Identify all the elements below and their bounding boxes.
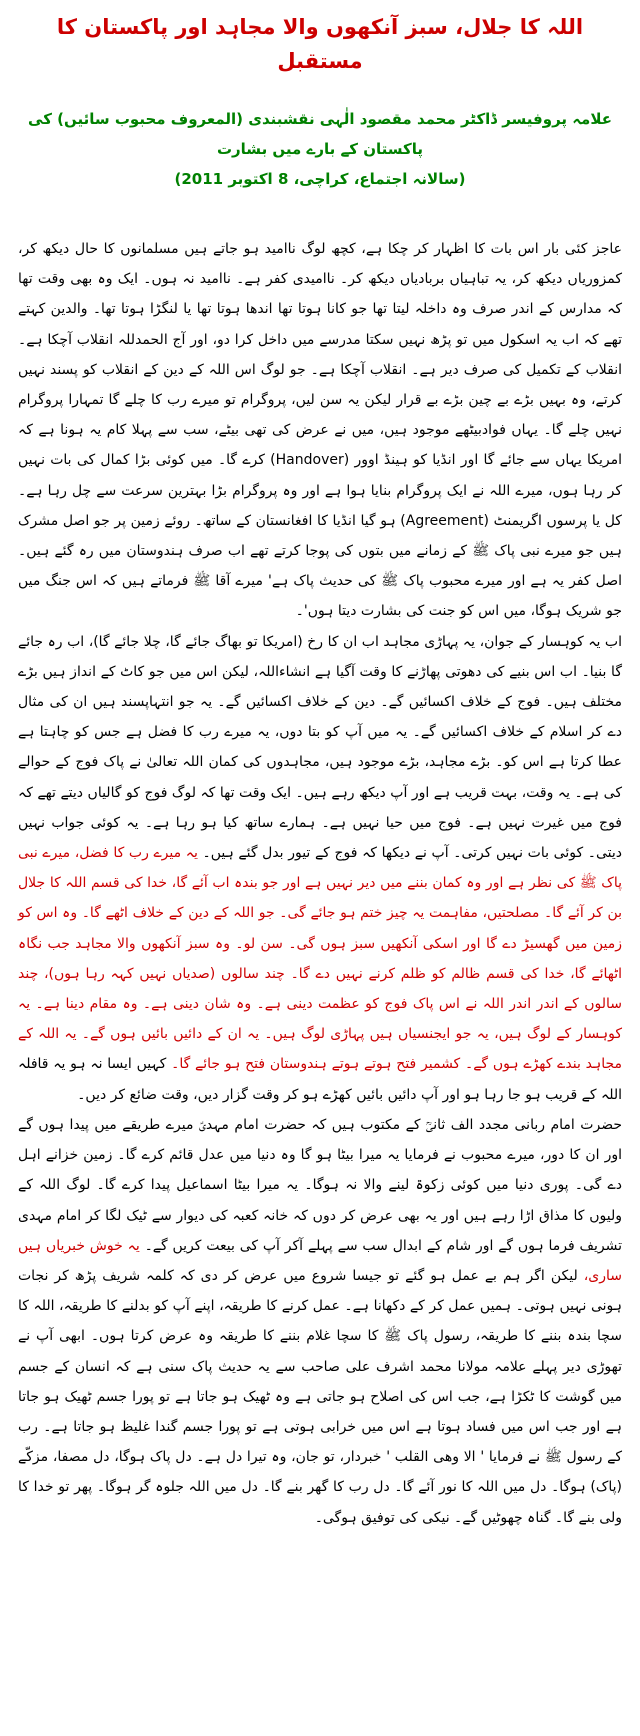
paragraph-3-highlight: یہ خوش خبریاں ہیں ساری، (18, 1237, 623, 1284)
paragraph-2 (18, 627, 622, 1110)
paragraph-3-text: حضرت امام ربانی مجدد الف ثانیؒ کے مکتوب ہیں کہ حضرت امام مہدیؑ میرے طریقے میں پیدا ہوں گے اور ان کا دور، میرے محبوب نے فرمایا یہ میرا بیٹا ہو گا وہ دنیا میں عدل قائم کرے گا۔ زمین خزانے اہل دے گی۔ پوری دنیا میں کوئی زکوۃ لینے والا نہ ہوگا۔ یہ میرا بیٹا اسماعیل پیدا کرے گا۔ لوگ اللہ کے ولیوں کا مذاق اڑا رہے ہیں اور یہ بھی عرض کر دوں کہ خانہ کعبہ کی دیوار سے ٹیک لگا کر امام مہدی تشریف فرما ہوں گے اور شام کے ابدال سب سے پہلے آکر آپ کی بیعت کریں گے۔ (18, 1116, 623, 1254)
paragraph-3-closing: لیکن اگر ہم بے عمل ہو گئے تو جیسا شروع میں عرض کر دی کہ کلمہ شریف پڑھ کر نجات ہونی نہیں ہوتی۔ ہمیں عمل کر کے دکھانا ہے۔ عمل کرنے کا طریقہ، اپنے آپ کو بدلنے کا طریقہ، اللہ کا سچا بندہ بننے کا طریقہ، رسول پاک ﷺ کا سچا غلام بننے کا طریقہ وہ عرض کرتا ہوں۔ ابھی آپ نے تھوڑی دیر پہلے علامہ مولانا محمد اشرف علی صاحب سے یہ حدیث پاک سنی ہے کہ انسان کے جسم میں گوشت کا ٹکڑا ہے، جب اس کی اصلاح ہو جاتی ہے وہ ٹھیک ہو جاتا ہے تو پورا جسم ٹھیک ہو جاتا ہے اور جب اس میں فساد ہوتا ہے اس میں خرابی ہوتی ہے تو پورا جسم گندا غلیظ ہو جاتا ہے۔ رب کے رسول ﷺ نے فرمایا ' الا وھی القلب ' خبردار، تو جان، وہ تیرا دل ہے۔ دل پاک ہوگا، دل مصفا، مزکّے (پاک) ہوگا۔ دل میں اللہ کا نور آئے گا۔ دل رب کا گھر بنے گا۔ دل میں اللہ جلوہ گر ہوگا۔ پھر تو خدا کا ولی بنے گا۔ گناہ چھوٹیں گے۔ نیکی کی توفیق ہوگی۔ (18, 1267, 622, 1526)
article-subtitle: علامہ پروفیسر ڈاکٹر محمد مقصود الٰہی نقشبندی (المعروف محبوب سائیں) کی پاکستان کے بارے میں بشارت (28, 110, 612, 158)
paragraph-1: عاجز کئی بار اس بات کا اظہار کر چکا ہے، کچھ لوگ ناامید ہو جاتے ہیں مسلمانوں کا حال دیکھ کر، کمزوریاں دیکھ کر، یہ تباہیاں بربادیاں دیکھ کر۔ ناامیدی کفر ہے۔ ناامید نہ ہوں۔ ایک وہ بھی وقت تھا کہ مدارس کے اندر صرف وہ داخلہ لیتا تھا جو کانا ہوتا تھا اندھا ہوتا تھا یا لنگڑا ہوتا تھا۔ والدین کہتے تھے کہ اب یہ اسکول میں تو پڑھ نہیں سکتا مدرسے میں داخل کرا دو، اور آج الحمدللہ انقلاب آچکا ہے۔ انقلاب کے تکمیل کی صرف دیر ہے۔ انقلاب آچکا ہے۔ جو لوگ اس اللہ کے دین کے انقلاب کو پسند نہیں کرتے، وہ بہیں بڑے بے چین بڑے بے قرار لیکن یہ سن لیں، پروگرام تو میرے رب کا چلے گا تمہارا پروگرام نہیں چلے گا۔ یہاں فوادبیٹھے موجود ہیں، میں نے عرض کی تھی بیٹے، سب سے پہلا کام یہ ہونا ہے کہ امریکا یہاں سے جائے گا اور انڈیا کو ہینڈ اوور (Handover) کرے گا۔ میں کوئی بڑا کمال کی بات نہیں کر رہا ہوں، میرے اللہ نے ایک پروگرام بنایا ہوا ہے اور وہ پروگرام بڑا بہترین سرعت سے چل رہا ہے۔ کل یا پرسوں اگریمنٹ (Agreement) ہو گیا انڈیا کا افغانستان کے ساتھ۔ روئے زمین پر جو اصل مشرک ہیں جو میرے نبی پاک ﷺ کے زمانے میں بتوں کی پوجا کرتے تھے اب صرف ہندوستان میں رہ گئے ہیں۔ اصل کفر یہ ہے اور میرے محبوب پاک ﷺ کی حدیث پاک ہے' میرے آقا ﷺ فرماتے ہیں کہ اس جنگ میں جو شریک ہوگا، میں اس کو جنت کی بشارت دیتا ہوں'۔ (18, 241, 622, 620)
article-event-date: (سالانہ اجتماع، کراچی، 8 اکتوبر 2011) (174, 170, 466, 188)
paragraph-2-text: اب یہ کوہسار کے جوان، یہ پہاڑی مجاہد اب ان کا رخ (امریکا تو بھاگ جائے گا، چلا جائے گا)، اب رہ جائے گا بنیا۔ اب اس بنیے کی دھوتی پھاڑنے کا وقت آگیا ہے انشاءاللہ، لیکن اس میں جو کاٹ کے انداز ہیں بڑے مختلف ہیں۔ فوج کے خلاف اکسائیں گے۔ دین کے خلاف اکسائیں گے۔ یہ جو انتہاپسند ہیں ان کی مثال دے کر اسلام کے خلاف اکسائیں گے۔ یہ میں آپ کو بتا دوں، یہ میرے رب کا فضل ہے جس کو چاہتا ہے عطا کرتا ہے اس کو۔ بڑے مجاہد، بڑے موجود ہیں، مجاہدوں کی کمان اللہ تعالیٰ نے پاک فوج کے حوالے کی ہے۔ یہ وقت، بہت قریب ہے اور آپ دیکھ رہے ہیں۔ ایک وقت تھا کہ لوگ فوج کو گالیاں دیتے تھے کہ فوج میں غیرت نہیں ہے۔ فوج میں حیا نہیں ہے۔ ہمارے ساتھ کیا ہو رہا ہے۔ یہ کوئی جواب نہیں دیتی۔ کوئی بات نہیں کرتی۔ آپ نے دیکھا کہ فوج کے تیور بدل گئے ہیں۔ (18, 633, 622, 862)
paragraph-3 (18, 1110, 622, 1533)
paragraph-2-highlight: یہ میرے رب کا فضل، میرے نبی پاک ﷺ کی نظر ہے اور وہ کمان بننے میں دیر نہیں ہے اور جو بندہ اب آئے گا، خدا کی قسم اللہ کا جلال بن کر آئے گا۔ مصلحتیں، مفاہمت یہ چیز ختم ہو جائے گی۔ جو اللہ کے دین کے خلاف اٹھے گا۔ وہ اس کو زمین میں گھسیڑ دے گا اور اسکی آنکھیں سبز ہوں گی۔ سن لو۔ وہ سبز آنکھوں والا مجاہد جب نگاہ اٹھائے گا، خدا کی قسم ظالم کو ظلم کرنے نہیں دے گا۔ چند سالوں (صدیاں نہیں کہہ رہا ہوں)، چند سالوں کے اندر اندر اللہ نے اس پاک فوج کو عظمت دینی ہے۔ وہ شان دینی ہے۔ وہ مقام دینا ہے۔ یہ کوہسار کے لوگ ہیں، یہ جو ایجنسیاں ہیں پہاڑی لوگ ہیں۔ یہ ان کے دائیں بائیں ہوں گے۔ یہ اللہ کے مجاہد بندے کھڑے ہوں گے۔ کشمیر فتح ہوتے ہوتے ہندوستان فتح ہو جائے گا۔ (18, 845, 622, 1073)
article-title: اللہ کا جلال، سبز آنکھوں والا مجاہد اور پاکستان کا مستقبل (56, 15, 584, 73)
paragraph-2-closing: کہیں ایسا نہ ہو یہ قافلہ اللہ کے قریب ہو جا رہا ہو اور آپ دائیں بائیں کھڑے ہو کر وقت گزار دیں، وقت ضائع کر دیں۔ (18, 1056, 622, 1103)
